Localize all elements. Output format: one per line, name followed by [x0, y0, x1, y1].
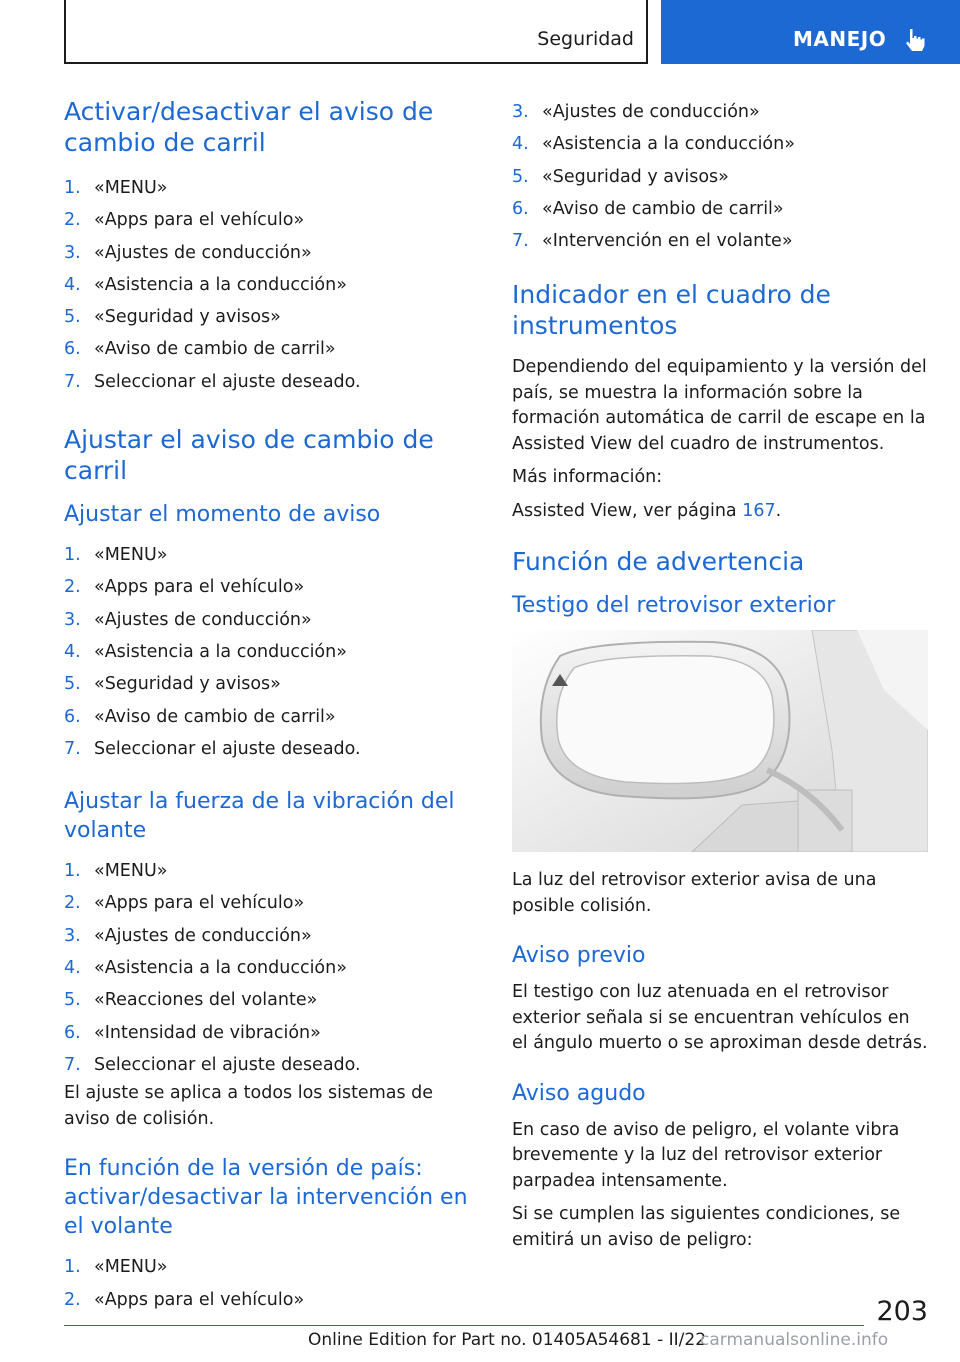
- assisted-view-text: Assisted View, ver página: [512, 500, 743, 521]
- step-text: «Intervención en el volante»: [542, 231, 793, 252]
- subsection-title-warning-timing: Ajustar el momento de aviso: [64, 502, 381, 528]
- step-number: 3.: [512, 102, 529, 122]
- step-text: «Seguridad y avisos»: [94, 674, 281, 695]
- step-text: Seleccionar el ajuste deseado.: [94, 1054, 361, 1075]
- step-text: «Seguridad y avisos»: [542, 166, 729, 187]
- step-item: [64, 269, 480, 301]
- step-text: «Asistencia a la conducción»: [94, 641, 347, 662]
- step-item: [512, 161, 928, 193]
- left-column: [64, 96, 480, 1316]
- instrument-cluster-text: Dependiendo del equipamiento y la versión del país, se muestra la información sobre la formación automática de carril de escape en la Assisted View del cuadro de instrumentos.: [512, 357, 927, 454]
- hand-pointer-icon: [903, 27, 927, 53]
- step-number: 4.: [64, 958, 81, 979]
- step-text: Seleccionar el ajuste deseado.: [94, 371, 361, 392]
- step-number: 2.: [64, 577, 81, 598]
- step-number: 6.: [512, 198, 529, 219]
- step-item: [64, 604, 480, 636]
- vibration-note: El ajuste se aplica a todos los sistemas de aviso de colisión.: [64, 1083, 434, 1129]
- step-item: [64, 204, 480, 236]
- step-item: [512, 128, 928, 160]
- step-number: 4.: [512, 134, 529, 155]
- subsection-title-pre-warning: Aviso previo: [512, 943, 646, 969]
- step-text: «Ajustes de conducción»: [94, 609, 312, 630]
- step-number: 7.: [512, 231, 529, 252]
- step-text: «MENU»: [94, 861, 168, 882]
- step-number: 1.: [64, 861, 81, 882]
- assisted-view-end: .: [775, 500, 782, 521]
- header-chapter-label: MANEJO: [793, 27, 887, 51]
- subsection-title-acute-warning: Aviso agudo: [512, 1080, 646, 1106]
- section-title-warning-function: Función de advertencia: [512, 547, 805, 577]
- steps-list-steering-intervention-cont: [512, 96, 928, 257]
- assisted-view-reference: [512, 499, 928, 525]
- step-item: [64, 636, 480, 668]
- step-text: «Apps para el vehículo»: [94, 893, 305, 914]
- step-text: «Aviso de cambio de carril»: [94, 706, 336, 727]
- step-item: [64, 539, 480, 571]
- section-title-instrument-cluster: Indicador en el cuadro de instrumentos: [512, 280, 831, 341]
- step-text: «Aviso de cambio de carril»: [542, 198, 784, 219]
- step-item: [64, 887, 480, 919]
- steps-list-lane-warning-toggle: [64, 172, 480, 398]
- step-text: «Apps para el vehículo»: [94, 210, 305, 231]
- step-number: 7.: [64, 738, 81, 759]
- step-item: [64, 1049, 480, 1081]
- subsection-title-steering-intervention: En función de la versión de país: activar/desactivar la intervención en el volante: [64, 1156, 468, 1240]
- step-item: [64, 952, 480, 984]
- step-number: 3.: [64, 242, 81, 263]
- watermark: carmanualsonline.info: [700, 1330, 889, 1350]
- step-item: [64, 984, 480, 1016]
- step-item: [64, 571, 480, 603]
- step-item: [64, 333, 480, 365]
- section-title-lane-warning-toggle: Activar/desactivar el aviso de cambio de carril: [64, 97, 434, 157]
- step-number: 3.: [64, 925, 81, 946]
- step-number: 3.: [64, 609, 81, 630]
- step-number: 7.: [64, 1054, 81, 1075]
- subsection-title-vibration-strength: Ajustar la fuerza de la vibración del volante: [64, 789, 455, 844]
- step-text: «Seguridad y avisos»: [94, 307, 281, 328]
- acute-warning-conditions: Si se cumplen las siguientes condiciones, se emitirá un aviso de peligro:: [512, 1204, 901, 1250]
- step-text: Seleccionar el ajuste deseado.: [94, 738, 361, 759]
- step-item: [64, 237, 480, 269]
- step-number: 4.: [64, 641, 81, 662]
- steps-list-vibration-strength: [64, 855, 480, 1081]
- step-number: 6.: [64, 1022, 81, 1043]
- pre-warning-text: El testigo con luz atenuada en el retrovisor exterior señala si se encuentran vehículos en el ángulo muerto o se aproximan desde detrás.: [512, 982, 928, 1054]
- step-text: «Apps para el vehículo»: [94, 1289, 305, 1310]
- step-text: «MENU»: [94, 545, 168, 566]
- step-number: 5.: [64, 307, 81, 328]
- more-info-label: Más información:: [512, 467, 663, 488]
- step-number: 2.: [64, 1289, 81, 1310]
- step-text: «Ajustes de conducción»: [542, 102, 760, 122]
- right-column: [512, 96, 928, 1261]
- step-number: 5.: [64, 990, 81, 1011]
- step-text: «Intensidad de vibración»: [94, 1022, 321, 1043]
- header-chapter-tab[interactable]: [661, 0, 960, 64]
- step-item: [64, 701, 480, 733]
- step-text: «Aviso de cambio de carril»: [94, 339, 336, 360]
- step-number: 5.: [512, 166, 529, 187]
- step-text: «MENU»: [94, 1257, 168, 1278]
- footer-divider: [64, 1325, 864, 1326]
- step-number: 5.: [64, 674, 81, 695]
- step-item: [512, 96, 928, 128]
- step-number: 7.: [64, 371, 81, 392]
- step-number: 6.: [64, 706, 81, 727]
- step-item: [64, 1017, 480, 1049]
- step-number: 1.: [64, 545, 81, 566]
- step-item: [64, 301, 480, 333]
- step-text: «Reacciones del volante»: [94, 990, 318, 1011]
- page-link-167[interactable]: 167: [742, 500, 776, 521]
- step-number: 1.: [64, 1257, 81, 1278]
- step-number: 4.: [64, 274, 81, 295]
- step-text: «MENU»: [94, 178, 168, 198]
- step-text: «Asistencia a la conducción»: [542, 134, 795, 155]
- edition-label: Online Edition for Part no. 01405A54681 - II/22: [308, 1330, 707, 1350]
- step-text: «Apps para el vehículo»: [94, 577, 305, 598]
- step-item: [64, 1251, 480, 1283]
- step-text: «Ajustes de conducción»: [94, 242, 312, 263]
- side-mirror-illustration: [512, 630, 928, 852]
- step-item: [64, 668, 480, 700]
- header-section-box: [64, 0, 648, 64]
- section-title-adjust-lane-warning: Ajustar el aviso de cambio de carril: [64, 425, 434, 486]
- step-text: «Asistencia a la conducción»: [94, 958, 347, 979]
- step-number: 1.: [64, 178, 81, 198]
- step-text: «Asistencia a la conducción»: [94, 274, 347, 295]
- mirror-indicator-text: La luz del retrovisor exterior avisa de una posible colisión.: [512, 870, 877, 916]
- step-text: «Ajustes de conducción»: [94, 925, 312, 946]
- steps-list-warning-timing: [64, 539, 480, 765]
- step-item: [64, 920, 480, 952]
- step-number: 6.: [64, 339, 81, 360]
- step-item: [64, 366, 480, 398]
- step-item: [64, 172, 480, 204]
- subsection-title-mirror-indicator: Testigo del retrovisor exterior: [512, 593, 836, 619]
- page-number: 203: [876, 1296, 928, 1327]
- step-item: [512, 193, 928, 225]
- step-item: [64, 1284, 480, 1316]
- acute-warning-text: En caso de aviso de peligro, el volante vibra brevemente y la luz del retrovisor exterior parpadea intensamente.: [512, 1119, 900, 1191]
- header-section-label: Seguridad: [537, 28, 634, 50]
- step-number: 2.: [64, 893, 81, 914]
- steps-list-steering-intervention: [64, 1251, 480, 1316]
- step-item: [64, 855, 480, 887]
- step-item: [512, 225, 928, 257]
- step-number: 2.: [64, 210, 81, 231]
- step-item: [64, 733, 480, 765]
